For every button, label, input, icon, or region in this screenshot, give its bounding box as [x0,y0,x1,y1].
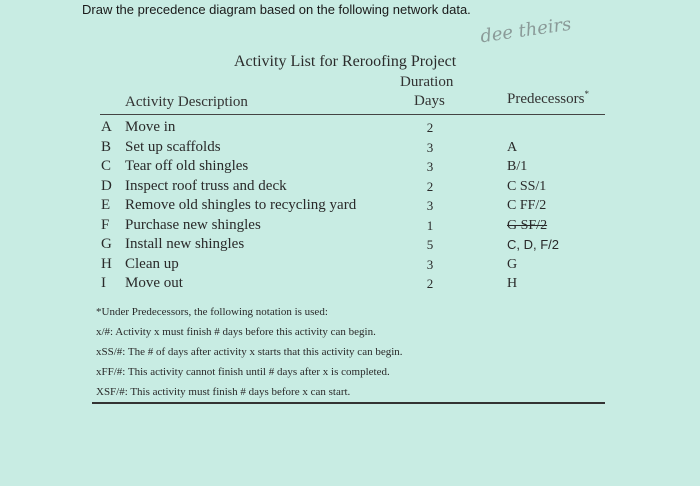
activity-letter: B [101,138,112,155]
activity-letter: I [101,275,106,291]
activity-letter: A [101,119,112,135]
activity-predecessors: B/1 [507,159,528,174]
header-divider [100,114,605,115]
activity-predecessors: C, D, F/2 [507,237,560,252]
activity-description: Tear off old shingles [125,158,249,174]
question-prompt: Draw the precedence diagram based on the following network data. [82,2,471,17]
table-row [0,216,700,236]
table-row [0,235,700,255]
activity-duration: 3 [426,256,434,272]
activity-description: Remove old shingles to recycling yard [125,197,357,213]
activity-letter: E [101,197,111,213]
table-row [0,138,700,158]
footnote-line: XSF/#: This activity must finish # days before x can start. [96,386,351,398]
header-duration: Duration [400,74,454,90]
table-row [0,177,700,197]
footnote-line: x/#: Activity x must finish # days before this activity can begin. [96,326,376,338]
activity-predecessors: G [507,256,518,272]
activity-description: Install new shingles [125,236,245,252]
activity-predecessors: C FF/2 [507,198,547,213]
activity-letter: G [101,236,112,252]
activity-letter: C [101,158,112,174]
table-row [0,274,700,294]
header-predecessors-label: Predecessors [507,91,585,107]
activity-duration: 2 [426,120,434,135]
activity-predecessors: H [507,276,518,291]
activity-predecessors: A [507,139,518,155]
activity-table [0,118,700,294]
footnote-line: xSS/#: The # of days after activity x starts that this activity can begin. [96,346,403,358]
activity-description: Clean up [125,255,179,272]
activity-duration: 1 [426,217,434,233]
activity-letter: D [101,177,112,194]
bottom-divider [92,402,605,404]
activity-description: Move in [125,119,176,135]
activity-duration: 2 [426,276,434,291]
table-title: Activity List for Reroofing Project [234,53,457,70]
activity-duration: 3 [426,139,434,155]
activity-duration: 3 [426,159,434,174]
activity-predecessors-struck: G SF/2 [507,217,548,233]
handwritten-annotation: dee theirs [478,13,573,48]
header-activity-description: Activity Description [125,94,248,110]
table-row [0,196,700,216]
table-row [0,118,700,138]
header-predecessors [507,89,589,108]
footnote-heading: *Under Predecessors, the following notation is used: [96,306,328,318]
activity-description: Move out [125,275,183,291]
header-predecessors-footnote-mark: * [584,89,589,99]
table-row [0,157,700,177]
footnote-line: xFF/#: This activity cannot finish until # days after x is completed. [96,366,390,378]
activity-letter: H [101,255,112,272]
table-row [0,255,700,275]
activity-description: Inspect roof truss and deck [125,177,287,194]
activity-description: Purchase new shingles [125,216,261,233]
header-duration-days: Days [414,93,445,109]
activity-duration: 2 [426,178,434,194]
notation-footnote [96,302,403,402]
activity-duration: 5 [426,237,434,252]
activity-description: Set up scaffolds [125,138,221,155]
activity-predecessors: C SS/1 [507,178,547,194]
activity-duration: 3 [426,198,434,213]
activity-letter: F [101,216,110,233]
